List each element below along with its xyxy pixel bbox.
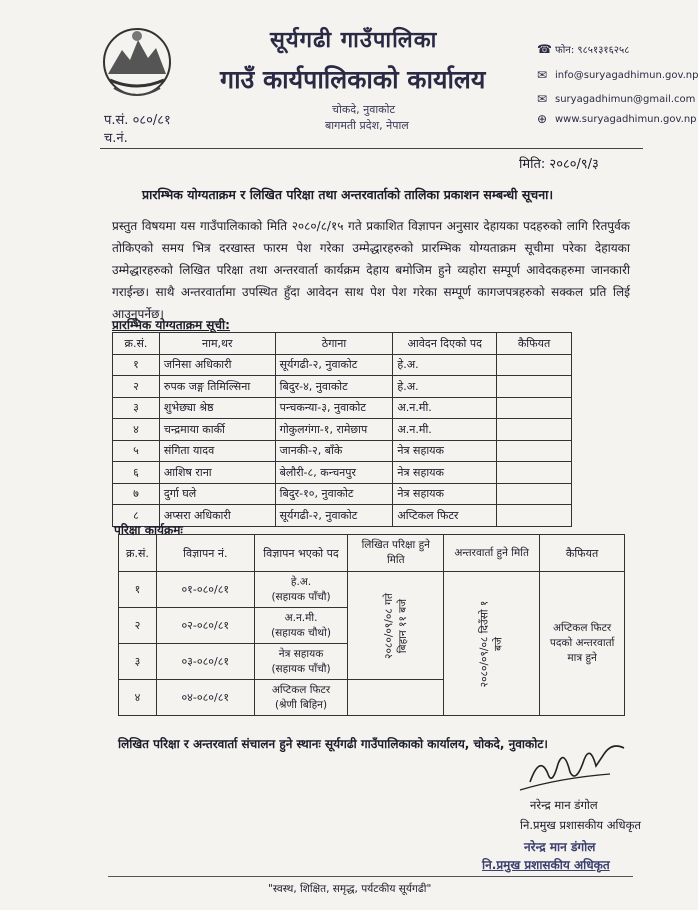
col-header: कैफियत xyxy=(497,333,572,355)
contact-website: ⊕ www.suryagadhimun.gov.np xyxy=(537,112,697,126)
notice-subject: प्रारम्भिक योग्यताक्रम र लिखित परिक्षा तथा अन्तरवार्ताको तालिका प्रकाशन सम्बन्धी सूचना। xyxy=(142,187,554,202)
cell: हे.अ. xyxy=(393,376,497,398)
exam-schedule-table xyxy=(118,534,625,716)
cell: अ.न.मी. xyxy=(393,397,497,419)
cell xyxy=(348,680,444,716)
cell: नेत्र सहायक xyxy=(393,483,497,505)
cell: आशिष राना xyxy=(159,462,275,484)
table-header-row xyxy=(119,535,625,572)
cell: सूर्यगढी-२, नुवाकोट xyxy=(275,505,393,527)
cell: बिदुर-१०, नुवाकोट xyxy=(275,483,393,505)
exam-venue: लिखित परिक्षा र अन्तरवार्ता संचालन हुने स्थानः सूर्यगढी गाउँपालिकाको कार्यालय, चोकदे, नुवाकोट। xyxy=(118,737,548,751)
cell xyxy=(497,354,572,376)
cell: अ.न.मी. xyxy=(393,419,497,441)
cell xyxy=(497,376,572,398)
cell: १ xyxy=(113,354,160,376)
cell: ०३-०८०/८१ xyxy=(156,644,254,680)
cell: गोकुलगंगा-१, रामेछाप xyxy=(275,419,393,441)
cell: शुभेछ्या श्रेष्ठ xyxy=(159,397,275,419)
cell: संगिता यादव xyxy=(159,440,275,462)
cell: चन्द्रमाया कार्की xyxy=(159,419,275,441)
col-header: ठेगाना xyxy=(275,333,393,355)
cell: जनिसा अधिकारी xyxy=(159,354,275,376)
table-row xyxy=(119,572,625,608)
table-header-row xyxy=(113,333,572,355)
list2-title: परिक्षा कार्यक्रमः xyxy=(114,523,183,537)
address-line-1: चोकदे, नुवाकोट xyxy=(332,103,396,116)
signatory-role: नि.प्रमुख प्रशासकीय अधिकृत xyxy=(520,818,641,832)
cell: ०२-०८०/८१ xyxy=(156,608,254,644)
col-header: आवेदन दिएको पद xyxy=(393,333,497,355)
notice-body: प्रस्तुत विषयमा यस गाउँपालिकाको मिति २०८०/८/१५ गते प्रकाशित विज्ञापन अनुसार देहायका पदहरुको लागि रितपुर्वक तोकिएको समय भित्र दरखास्त फारम पेश गरेका उम्मेद्धारहरुको प्रारम्भिक योग्यताक्रम सूचीमा परेका देहायका उम्मेद्धारहरुको लिखित परिक्षा तथा अन्तरवार्ता कार्यक्रम देहाय बमोजिम हुने व्यहोरा सम्पूर्ण आवेदकहरुमा जानकारी गराईन्छ। साथै अन्तरवार्तामा उपस्थित हुँदा आवेदन साथ पेश पेश गरेका सम्पूर्ण कागजपत्रहरुको सक्कल प्रति लिई आउनुपर्नेछ। xyxy=(112,219,630,321)
cell: ८ xyxy=(113,505,160,527)
dispatch-number: च.नं. xyxy=(104,131,128,146)
cell xyxy=(497,440,572,462)
cell: २ xyxy=(119,608,157,644)
written-exam-cell xyxy=(348,572,444,680)
cell: सूर्यगढी-२, नुवाकोट xyxy=(275,354,393,376)
list1-title: प्रारम्भिक योग्यताक्रम सूची: xyxy=(112,318,230,332)
cell: बिदुर-४, नुवाकोट xyxy=(275,376,393,398)
cell: ३ xyxy=(113,397,160,419)
cell: दुर्गा घले xyxy=(159,483,275,505)
cell: जानकी-२, बाँके xyxy=(275,440,393,462)
table-row xyxy=(113,376,572,398)
cell: ७ xyxy=(113,483,160,505)
cell: अप्टिकल फिटर (श्रेणी बिहिन) xyxy=(254,680,348,716)
office-name: गाउँ कार्यपालिकाको कार्यालय xyxy=(220,65,486,94)
table-row xyxy=(113,440,572,462)
cell: ४ xyxy=(113,419,160,441)
cell: नेत्र सहायक xyxy=(393,462,497,484)
interview-date: २०८०/०९/०८ दिउँसो १ बजे xyxy=(478,600,505,687)
col-header: विज्ञापन भएको पद xyxy=(254,535,348,572)
handwritten-signature xyxy=(500,734,640,798)
cell: बेलौरी-८, कन्चनपुर xyxy=(275,462,393,484)
col-header: अन्तरवार्ता हुने मिति xyxy=(444,535,540,572)
cell: ०१-०८०/८१ xyxy=(156,572,254,608)
reference-number: प.सं. ०८०/८१ xyxy=(104,113,171,128)
org-name: सूर्यगढी गाउँपालिका xyxy=(270,28,438,53)
footer-divider xyxy=(108,876,633,877)
cell xyxy=(497,462,572,484)
contact-phone: ☎ फोन: ९८५१३१६२५८ xyxy=(537,42,630,56)
cell: अप्टिकल फिटर xyxy=(393,505,497,527)
table-row xyxy=(113,419,572,441)
footer-slogan: "स्वस्थ, शिक्षित, समृद्ध, पर्यटकीय सूर्यगढी" xyxy=(268,883,432,895)
cell: नेत्र सहायक xyxy=(393,440,497,462)
table-row xyxy=(113,483,572,505)
cell: ६ xyxy=(113,462,160,484)
cell: पन्चकन्या-३, नुवाकोट xyxy=(275,397,393,419)
stamp-name: नरेन्द्र मान डंगोल xyxy=(524,840,596,854)
col-header: क्र.सं. xyxy=(119,535,157,572)
cell: ४ xyxy=(119,680,157,716)
cell xyxy=(497,483,572,505)
cell: हे.अ. (सहायक पाँचौ) xyxy=(254,572,348,608)
phone-icon: ☎ xyxy=(537,42,552,56)
signatory-name: नरेन्द्र मान डंगोल xyxy=(530,798,598,812)
cell: २ xyxy=(113,376,160,398)
cell: ३ xyxy=(119,644,157,680)
globe-icon: ⊕ xyxy=(537,112,548,126)
col-header: विज्ञापन नं. xyxy=(156,535,254,572)
table-row xyxy=(113,354,572,376)
mail-icon: ✉ xyxy=(537,92,548,106)
table-row xyxy=(113,397,572,419)
remarks-cell: अप्टिकल फिटर पदको अन्तरवार्ता मात्र हुने xyxy=(540,572,625,716)
cell: हे.अ. xyxy=(393,354,497,376)
cell xyxy=(497,419,572,441)
cell: ०४-०८०/८१ xyxy=(156,680,254,716)
cell: १ xyxy=(119,572,157,608)
merit-list-table xyxy=(112,332,572,527)
mail-icon: ✉ xyxy=(537,68,548,82)
contact-email-2: ✉ suryagadhimun@gmail.com xyxy=(537,92,696,106)
col-header: नाम,थर xyxy=(159,333,275,355)
table-row xyxy=(113,462,572,484)
col-header: कैफियत xyxy=(540,535,625,572)
document-date: मिति: २०८०/९/३ xyxy=(519,157,599,172)
col-header: क्र.सं. xyxy=(113,333,160,355)
contact-email: ✉ info@suryagadhimun.gov.np xyxy=(537,68,698,82)
header-divider xyxy=(100,148,643,149)
nepal-emblem-logo xyxy=(100,22,174,106)
interview-cell xyxy=(444,572,540,716)
cell xyxy=(497,397,572,419)
stamp-role: नि.प्रमुख प्रशासकीय अधिकृत xyxy=(482,858,610,872)
cell xyxy=(497,505,572,527)
cell: अ.न.मी. (सहायक चौथो) xyxy=(254,608,348,644)
written-date: २०८०/०९/०८ गते बिहान ११ बजे xyxy=(382,592,409,659)
cell: ५ xyxy=(113,440,160,462)
cell: रुपक जङ्ग तिमिल्सिना xyxy=(159,376,275,398)
col-header: लिखित परिक्षा हुने मिति xyxy=(348,535,444,572)
cell: अप्सरा अधिकारी xyxy=(159,505,275,527)
cell: नेत्र सहायक (सहायक पाँचौ) xyxy=(254,644,348,680)
address-line-2: बागमती प्रदेश, नेपाल xyxy=(325,119,409,132)
